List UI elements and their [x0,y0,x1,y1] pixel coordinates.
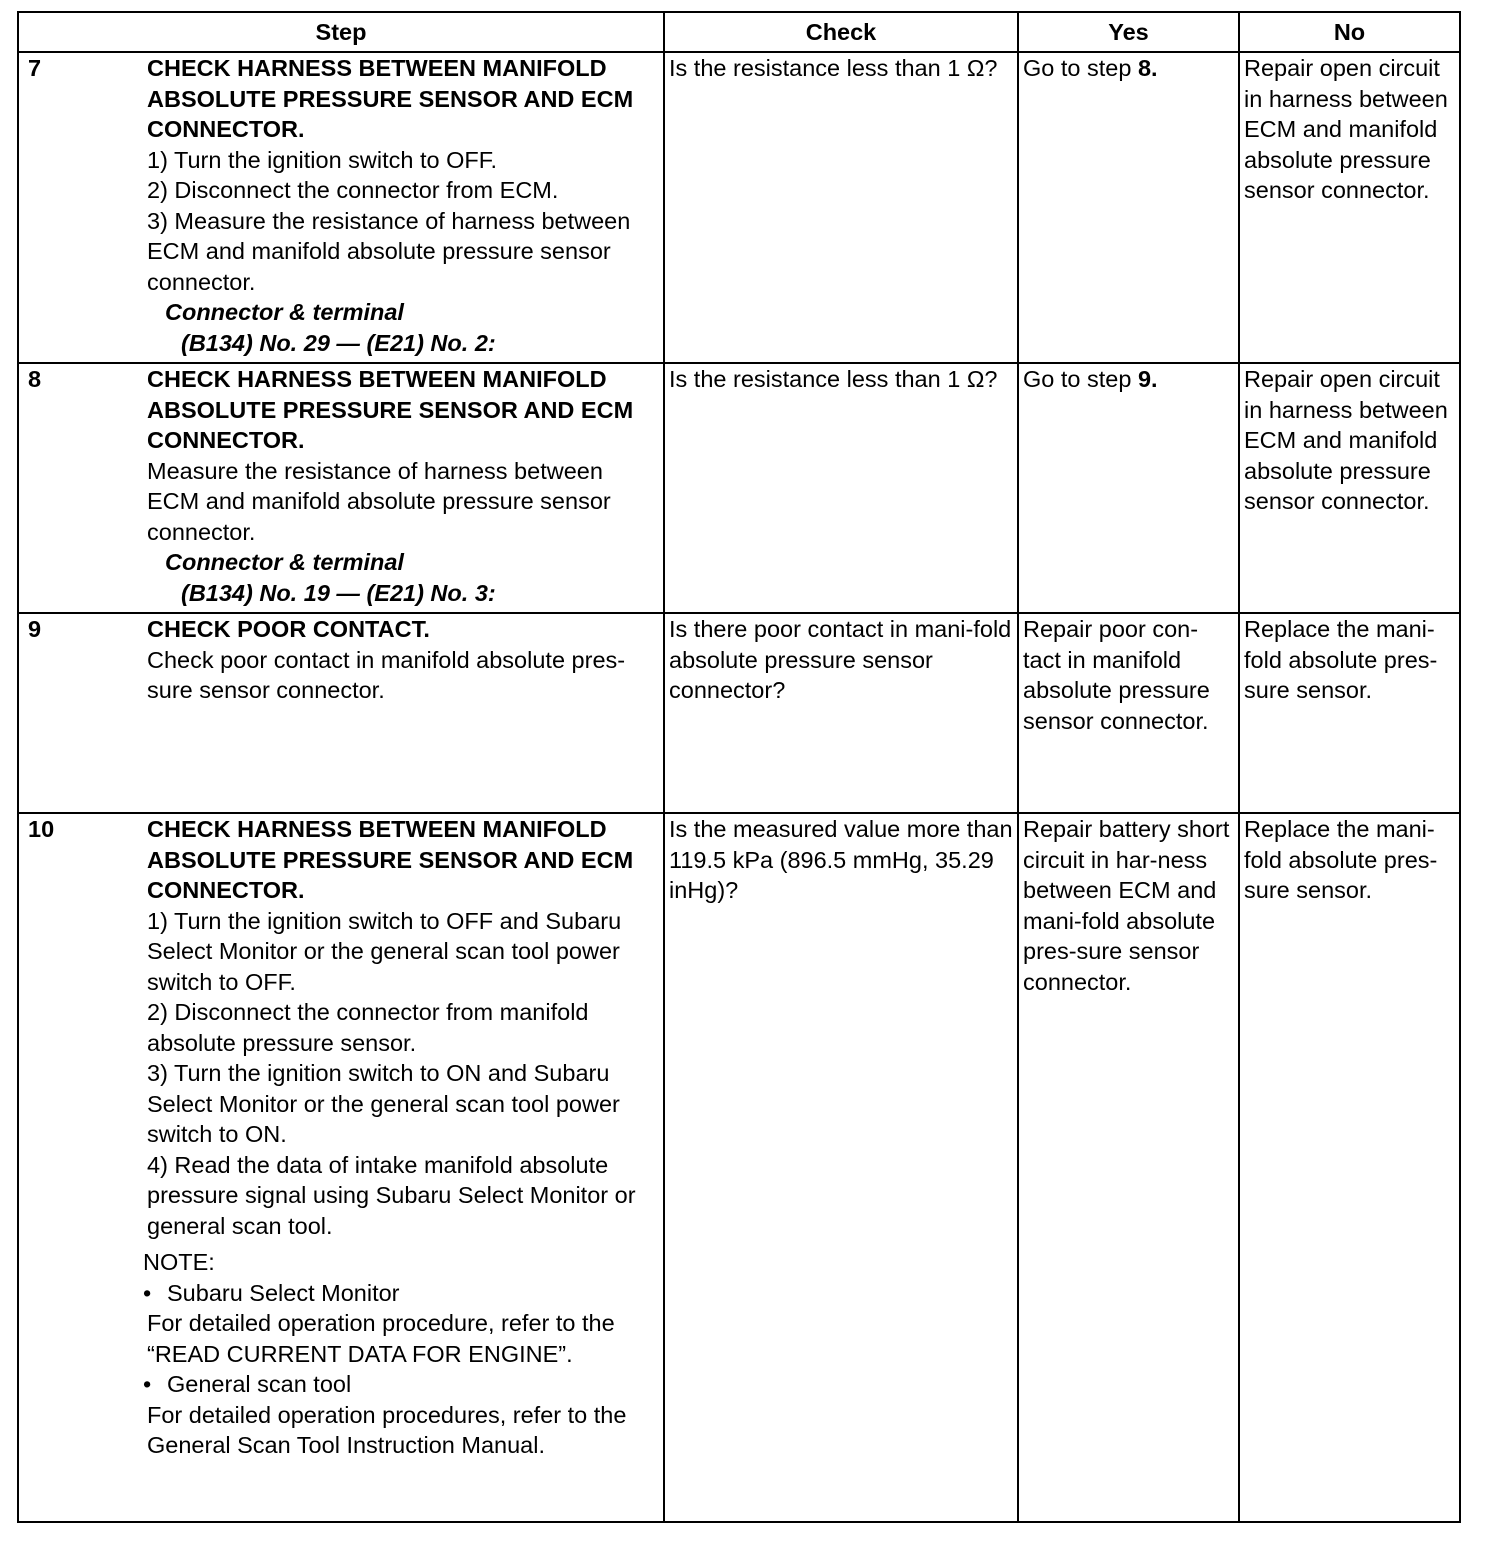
step-number: 10 [28,816,55,842]
table-row-step-8 [18,363,1460,613]
header-check: Check [664,12,1018,52]
check-cell: Is the resistance less than 1 Ω? [664,363,1018,613]
step-instruction: 3) Turn the ignition switch to ON and Subaru Select Monitor or the general scan tool power switch to ON. [147,1060,620,1147]
step-cell [18,813,664,1522]
table-row-step-10 [18,813,1460,1522]
header-yes: Yes [1018,12,1239,52]
step-instruction: 2) Disconnect the connector from ECM. [147,177,559,203]
step-title: CHECK HARNESS BETWEEN MANIFOLD ABSOLUTE PRESSURE SENSOR AND ECM CONNECTOR. [147,816,634,903]
step-instruction: Measure the resistance of harness between ECM and manifold absolute pressure sensor connector. [147,457,611,545]
step-title: CHECK HARNESS BETWEEN MANIFOLD ABSOLUTE PRESSURE SENSOR AND ECM CONNECTOR. [147,55,634,142]
yes-cell: Repair poor con-tact in manifold absolute pressure sensor connector. [1018,613,1239,813]
step-number: 9 [28,616,42,642]
note-text: For detailed operation procedures, refer to the General Scan Tool Instruction Manual. [147,1401,627,1458]
check-cell: Is the resistance less than 1 Ω? [664,52,1018,363]
note-bullet [143,1369,651,1400]
connector-value: (B134) No. 19 — (E21) No. 3: [181,579,496,606]
no-cell: Repair open circuit in harness between ECM and manifold absolute pressure sensor connector. [1239,363,1460,613]
step-title: CHECK HARNESS BETWEEN MANIFOLD ABSOLUTE PRESSURE SENSOR AND ECM CONNECTOR. [147,366,634,453]
bullet-icon: • [143,1279,152,1306]
note-block [143,1247,651,1461]
bullet-icon: • [143,1371,152,1397]
step-instruction: 4) Read the data of intake manifold absolute pressure signal using Subaru Select Monitor or general scan tool. [147,1151,636,1239]
check-cell: Is the measured value more than 119.5 kPa (896.5 mmHg, 35.29 inHg)? [664,813,1018,1522]
check-cell: Is there poor contact in mani-fold absolute pressure sensor connector? [664,613,1018,813]
step-instruction: Check poor contact in manifold absolute pres-sure sensor connector. [147,646,626,703]
step-number: 8 [28,366,42,392]
header-step: Step [18,12,664,52]
table-row-step-9 [18,613,1460,813]
no-cell: Replace the mani-fold absolute pres-sure sensor. [1239,613,1460,813]
yes-text: Go to step [1023,55,1138,81]
yes-cell [1018,52,1239,363]
header-no: No [1239,12,1460,52]
bullet-label: General scan tool [167,1371,352,1397]
yes-step-link: 9. [1137,366,1158,392]
yes-cell [1018,363,1239,613]
bullet-label: Subaru Select Monitor [167,1279,400,1306]
diagnostic-table [17,11,1461,1523]
step-instruction: 3) Measure the resistance of harness between ECM and manifold absolute pressure sensor connector. [147,207,631,295]
step-instruction: 1) Turn the ignition switch to OFF. [147,146,498,173]
header-row [18,12,1460,52]
step-cell [18,52,664,363]
no-cell: Replace the mani-fold absolute pres-sure sensor. [1239,813,1460,1522]
step-cell [18,613,664,813]
step-cell [18,363,664,613]
table-row-step-7 [18,52,1460,363]
note-label: NOTE: [143,1249,215,1275]
step-number: 7 [28,55,42,81]
yes-cell: Repair battery short circuit in har-ness between ECM and mani-fold absolute pres-sure sensor connector. [1018,813,1239,1522]
note-bullet [143,1278,651,1309]
connector-label: Connector & terminal [165,549,404,575]
step-instruction: 1) Turn the ignition switch to OFF and Subaru Select Monitor or the general scan tool power switch to OFF. [147,907,622,995]
step-instruction: 2) Disconnect the connector from manifold absolute pressure sensor. [147,999,589,1056]
no-cell: Repair open circuit in harness between ECM and manifold absolute pressure sensor connector. [1239,52,1460,363]
note-text: For detailed operation procedure, refer to the “READ CURRENT DATA FOR ENGINE”. [147,1310,615,1367]
yes-step-link: 8. [1137,55,1158,81]
connector-label: Connector & terminal [165,299,404,325]
yes-text: Go to step [1023,366,1138,392]
connector-value: (B134) No. 29 — (E21) No. 2: [181,329,496,356]
step-title: CHECK POOR CONTACT. [147,616,430,642]
